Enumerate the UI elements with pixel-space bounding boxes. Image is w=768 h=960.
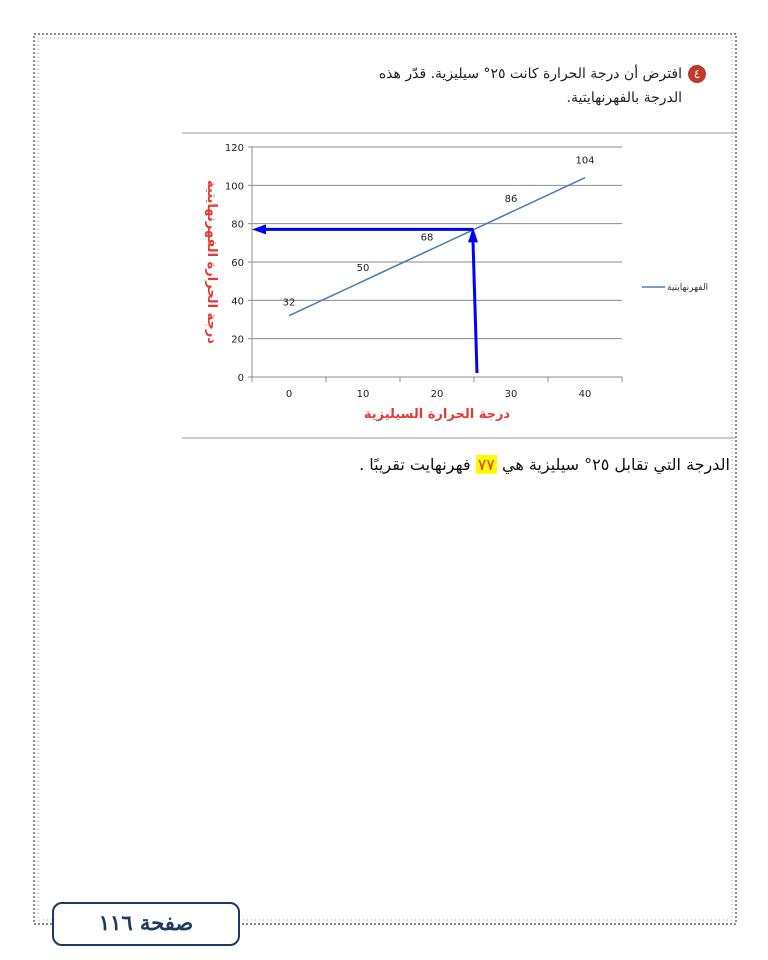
data-label-32: 32 (282, 297, 296, 309)
question-number-badge: ٤ (688, 65, 706, 83)
answer-suffix: فهرنهايت تقريبًا . (359, 455, 471, 474)
y-tick-label-0: 0 (237, 373, 244, 384)
legend-label: الفهرنهايتية (667, 283, 709, 293)
y-tick-label-40: 40 (231, 296, 244, 308)
data-label-104: 104 (575, 155, 595, 167)
x-tick-label-10: 10 (356, 389, 370, 400)
page-number-badge (52, 902, 240, 946)
y-tick-label-20: 20 (231, 334, 244, 346)
x-tick-label-40: 40 (578, 389, 592, 400)
y-tick-label-80: 80 (231, 219, 244, 231)
y-tick-label-120: 120 (224, 143, 244, 154)
x-tick-label-0: 0 (285, 389, 293, 400)
page-number-label: صفحة ١١٦ (98, 910, 194, 935)
chart-series (289, 178, 585, 316)
x-tick-labels (286, 389, 592, 400)
series-line-0 (289, 178, 585, 316)
data-labels (283, 156, 595, 309)
data-label-50: 50 (356, 263, 370, 275)
x-axis-title: درجة الحرارة السيليزية (363, 407, 511, 422)
data-label-68: 68 (420, 232, 434, 244)
x-tick-label-20: 20 (430, 389, 444, 400)
answer-value-highlight: ٧٧ (477, 455, 495, 474)
data-label-86: 86 (504, 194, 518, 206)
question-line-1-text: افترض أن درجة الحرارة كانت ٢٥° سيليزية. قدّر هذه (378, 66, 682, 82)
y-axis-title: درجة الحرارة الفهرنهايتية (204, 180, 219, 344)
y-tick-label-60: 60 (231, 258, 244, 269)
chart-gridlines (252, 147, 622, 339)
horizontal-arrow-head (252, 224, 266, 234)
x-tick-label-30: 30 (504, 389, 518, 400)
chart-legend (642, 283, 708, 293)
chart-axes (248, 147, 622, 382)
vertical-arrow-shaft (473, 241, 477, 373)
answer-text (210, 455, 730, 474)
answer-prefix: الدرجة التي تقابل ٢٥° سيليزية هي (501, 455, 730, 474)
question-line-2: الدرجة بالفهرنهايتية. (566, 90, 682, 106)
y-tick-label-100: 100 (224, 181, 244, 193)
y-tick-labels (225, 143, 244, 384)
